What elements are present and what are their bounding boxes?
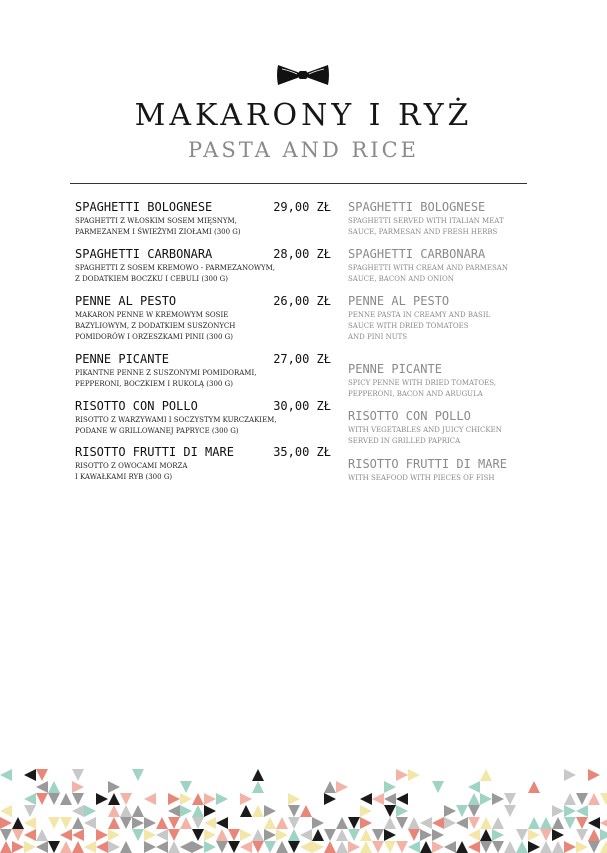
pattern-triangle	[300, 829, 312, 841]
item-description-en: WITH VEGETABLES AND JUICY CHICKEN SERVED IN GRILLED PAPRICA	[348, 426, 502, 445]
item-description-en: SPICY PENNE WITH DRIED TOMATOES, PEPPERONI, BACON AND ARUGULA	[348, 379, 496, 398]
pattern-triangle	[132, 829, 144, 841]
pattern-triangle	[348, 841, 360, 853]
item-description: MAKARON PENNE W KREMOWYM SOSIE BAZYLIOWYM, Z DODATKIEM SUSZONYCH POMIDORÓW I ORZESZKAMI PINII (300 G)	[75, 311, 236, 341]
item-name: RISOTTO CON POLLO	[75, 399, 198, 413]
pattern-triangle	[252, 841, 264, 853]
pattern-triangle	[576, 793, 588, 805]
pattern-triangle	[468, 841, 480, 853]
menu-item-en	[348, 409, 548, 447]
pattern-triangle	[600, 829, 607, 841]
pattern-triangle	[252, 829, 264, 841]
pattern-triangle	[120, 793, 132, 805]
pattern-triangle	[564, 769, 576, 781]
pattern-triangle	[204, 817, 216, 829]
pattern-triangle	[132, 805, 144, 817]
item-price: 30,00 ZŁ	[273, 399, 331, 413]
pattern-triangle	[552, 829, 564, 841]
pattern-triangle	[444, 841, 456, 853]
item-price: 27,00 ZŁ	[273, 352, 331, 366]
item-name-en: SPAGHETTI BOLOGNESE	[348, 200, 486, 214]
pattern-triangle	[0, 817, 12, 829]
pattern-triangle	[108, 829, 120, 841]
pattern-triangle	[240, 829, 252, 841]
pattern-triangle	[336, 781, 348, 793]
pattern-triangle	[108, 841, 120, 853]
pattern-triangle	[168, 829, 180, 841]
pattern-triangle	[12, 817, 24, 829]
pattern-triangle	[456, 805, 468, 817]
pattern-triangle	[0, 829, 12, 841]
item-name-en: RISOTTO CON POLLO	[348, 409, 471, 423]
pattern-triangle	[24, 769, 36, 781]
pattern-triangle	[384, 841, 396, 853]
menu-item-en	[348, 362, 548, 400]
page-title: MAKARONY I RYŻ	[134, 98, 473, 133]
pattern-triangle	[432, 829, 444, 841]
pattern-triangle	[312, 817, 324, 829]
pattern-triangle	[156, 841, 168, 853]
pattern-triangle	[300, 805, 312, 817]
item-name-en: PENNE PICANTE	[348, 362, 442, 376]
pattern-triangle	[216, 817, 228, 829]
pattern-triangle	[528, 841, 540, 853]
item-description: RISOTTO Z OWOCAMI MORZA I KAWAŁKAMI RYB (300 G)	[75, 462, 188, 481]
pattern-triangle	[276, 829, 288, 841]
pattern-triangle	[384, 793, 396, 805]
pattern-triangle	[192, 841, 204, 853]
pattern-triangle	[408, 817, 420, 829]
pattern-triangle	[240, 805, 252, 817]
pattern-triangle	[192, 805, 204, 817]
pattern-triangle	[288, 841, 300, 853]
item-name: PENNE AL PESTO	[75, 294, 177, 308]
pattern-triangle	[492, 793, 504, 805]
pattern-triangle	[468, 781, 480, 793]
pattern-triangle	[36, 829, 48, 841]
pattern-triangle	[252, 769, 264, 781]
item-description-en: PENNE PASTA IN CREAMY AND BASIL SAUCE WITH DRIED TOMATOES AND PINI NUTS	[348, 311, 491, 341]
pattern-triangle	[48, 793, 60, 805]
pattern-triangle	[168, 793, 180, 805]
pattern-triangle	[588, 769, 600, 781]
pattern-triangle	[420, 817, 432, 829]
pattern-triangle	[36, 769, 48, 781]
pattern-triangle	[480, 769, 492, 781]
pattern-triangle	[516, 829, 528, 841]
pattern-triangle	[492, 841, 504, 853]
pattern-triangle	[408, 841, 420, 853]
pattern-triangle	[36, 781, 48, 793]
pattern-triangle	[564, 817, 576, 829]
page-subtitle: PASTA AND RICE	[187, 138, 419, 162]
pattern-triangle	[168, 805, 180, 817]
pattern-triangle	[576, 817, 588, 829]
pattern-triangle	[384, 805, 396, 817]
pattern-triangle	[144, 817, 156, 829]
pattern-triangle	[288, 829, 300, 841]
pattern-triangle	[108, 817, 120, 829]
divider	[70, 183, 527, 184]
pattern-triangle	[204, 805, 216, 817]
pattern-triangle	[132, 769, 144, 781]
pattern-triangle	[180, 817, 192, 829]
pattern-triangle	[108, 793, 120, 805]
pattern-triangle	[456, 841, 468, 853]
pattern-triangle	[468, 805, 480, 817]
pattern-triangle	[528, 781, 540, 793]
pattern-triangle	[360, 817, 372, 829]
pattern-triangle	[576, 829, 588, 841]
pattern-triangle	[84, 841, 96, 853]
pattern-triangle	[432, 817, 444, 829]
pattern-triangle	[192, 793, 204, 805]
pattern-triangle	[420, 841, 432, 853]
pattern-triangle	[228, 829, 240, 841]
pattern-triangle	[240, 841, 252, 853]
pattern-triangle	[156, 817, 168, 829]
pattern-triangle	[540, 841, 552, 853]
pattern-triangle	[600, 817, 607, 829]
pattern-triangle	[24, 817, 36, 829]
pattern-triangle	[60, 817, 72, 829]
pattern-triangle	[120, 841, 132, 853]
item-name: SPAGHETTI CARBONARA	[75, 247, 213, 261]
item-description: SPAGHETTI Z SOSEM KREMOWO - PARMEZANOWYM, Z DODATKIEM BOCZKU I CEBULI (300 G)	[75, 264, 276, 283]
pattern-triangle	[480, 793, 492, 805]
pattern-triangle	[324, 829, 336, 841]
item-description: SPAGHETTI Z WŁOSKIM SOSEM MIĘSNYM, PARMEZANEM I ŚWIEŻYMI ZIOŁAMI (300 G)	[75, 217, 241, 236]
pattern-triangle	[180, 805, 192, 817]
pattern-triangle	[144, 793, 156, 805]
pattern-triangle	[372, 841, 384, 853]
pattern-triangle	[72, 817, 84, 829]
pattern-triangle	[168, 841, 180, 853]
pattern-triangle	[456, 817, 468, 829]
pattern-triangle	[480, 829, 492, 841]
pattern-triangle	[240, 793, 252, 805]
pattern-triangle	[600, 841, 607, 853]
pattern-triangle	[468, 793, 480, 805]
pattern-triangle	[264, 805, 276, 817]
pattern-triangle	[348, 817, 360, 829]
pattern-triangle	[24, 829, 36, 841]
pattern-triangle	[312, 829, 324, 841]
pattern-triangle	[576, 805, 588, 817]
pattern-triangle	[72, 841, 84, 853]
pattern-triangle	[288, 805, 300, 817]
pattern-triangle	[48, 841, 60, 853]
pattern-triangle	[48, 817, 60, 829]
pattern-triangle	[540, 817, 552, 829]
pattern-triangle	[480, 817, 492, 829]
pattern-triangle	[396, 841, 408, 853]
pattern-triangle	[72, 805, 84, 817]
pattern-triangle	[300, 841, 312, 853]
item-price: 29,00 ZŁ	[273, 200, 331, 214]
pattern-triangle	[84, 817, 96, 829]
bow-tie-icon	[276, 62, 330, 88]
pattern-triangle	[372, 793, 384, 805]
pattern-triangle	[144, 841, 156, 853]
pattern-triangle	[288, 817, 300, 829]
pattern-triangle	[228, 841, 240, 853]
pattern-triangle	[312, 841, 324, 853]
pattern-triangle	[588, 829, 600, 841]
pattern-triangle	[72, 769, 84, 781]
item-name-en: SPAGHETTI CARBONARA	[348, 247, 486, 261]
pattern-triangle	[360, 805, 372, 817]
pattern-triangle	[564, 793, 576, 805]
pattern-triangle	[564, 805, 576, 817]
pattern-triangle	[72, 781, 84, 793]
pattern-triangle	[504, 805, 516, 817]
item-description-en: SPAGHETTI WITH CREAM AND PARMESAN SAUCE, BACON AND ONION	[348, 264, 508, 283]
menu-item-en	[348, 457, 548, 484]
pattern-triangle	[324, 793, 336, 805]
pattern-triangle	[0, 805, 12, 817]
pattern-triangle	[168, 817, 180, 829]
pattern-triangle	[12, 841, 24, 853]
pattern-triangle	[108, 805, 120, 817]
pattern-triangle	[60, 793, 72, 805]
pattern-triangle	[276, 841, 288, 853]
pattern-triangle	[384, 829, 396, 841]
pattern-triangle	[72, 829, 84, 841]
pattern-triangle	[552, 841, 564, 853]
pattern-triangle	[24, 805, 36, 817]
pattern-triangle	[504, 841, 516, 853]
pattern-triangle	[444, 817, 456, 829]
pattern-triangle	[396, 817, 408, 829]
pattern-triangle	[528, 817, 540, 829]
pattern-triangle	[204, 829, 216, 841]
geometric-triangle-pattern	[0, 765, 607, 853]
menu-item	[75, 200, 331, 238]
pattern-triangle	[588, 793, 600, 805]
menu-item	[75, 399, 331, 437]
pattern-triangle	[0, 841, 12, 853]
item-price: 35,00 ZŁ	[273, 445, 331, 459]
pattern-triangle	[360, 829, 372, 841]
pattern-triangle	[0, 769, 12, 781]
pattern-triangle	[216, 793, 228, 805]
pattern-triangle	[336, 829, 348, 841]
pattern-triangle	[84, 805, 96, 817]
pattern-triangle	[432, 781, 444, 793]
pattern-triangle	[180, 793, 192, 805]
item-name: PENNE PICANTE	[75, 352, 169, 366]
pattern-triangle	[264, 817, 276, 829]
item-name-en: RISOTTO FRUTTI DI MARE	[348, 457, 507, 471]
pattern-triangle	[36, 793, 48, 805]
item-description: RISOTTO Z WARZYWAMI I SOCZYSTYM KURCZAKIEM, PODANE W GRILLOWANEJ PAPRYCE (300 G)	[75, 416, 277, 435]
pattern-triangle	[252, 805, 264, 817]
pattern-triangle	[120, 805, 132, 817]
pattern-triangle	[204, 841, 216, 853]
item-description-en: WITH SEAFOOD WITH PIECES OF FISH	[348, 474, 495, 482]
pattern-triangle	[360, 793, 372, 805]
pattern-triangle	[96, 793, 108, 805]
pattern-triangle	[24, 841, 36, 853]
item-description-en: SPAGHETTI SERVED WITH ITALIAN MEAT SAUCE, PARMESAN AND FRESH HERBS	[348, 217, 504, 236]
pattern-triangle	[336, 841, 348, 853]
menu-item	[75, 247, 331, 285]
pattern-triangle	[216, 841, 228, 853]
pattern-triangle	[564, 841, 576, 853]
pattern-triangle	[504, 793, 516, 805]
pattern-triangle	[576, 841, 588, 853]
pattern-triangle	[528, 829, 540, 841]
pattern-triangle	[204, 793, 216, 805]
pattern-triangle	[468, 829, 480, 841]
menu-item-en	[348, 200, 548, 238]
pattern-triangle	[24, 793, 36, 805]
pattern-triangle	[288, 793, 300, 805]
pattern-triangle	[60, 829, 72, 841]
pattern-triangle	[96, 829, 108, 841]
item-price: 28,00 ZŁ	[273, 247, 331, 261]
pattern-triangle	[216, 829, 228, 841]
pattern-triangle	[552, 817, 564, 829]
pattern-triangle	[516, 841, 528, 853]
pattern-triangle	[72, 793, 84, 805]
pattern-triangle	[96, 841, 108, 853]
pattern-triangle	[192, 829, 204, 841]
pattern-triangle	[120, 817, 132, 829]
pattern-triangle	[132, 817, 144, 829]
pattern-triangle	[408, 769, 420, 781]
pattern-triangle	[48, 781, 60, 793]
pattern-triangle	[552, 805, 564, 817]
pattern-triangle	[492, 829, 504, 841]
pattern-triangle	[432, 841, 444, 853]
pattern-triangle	[276, 817, 288, 829]
pattern-triangle	[180, 781, 192, 793]
pattern-triangle	[540, 829, 552, 841]
pattern-triangle	[396, 793, 408, 805]
item-name-en: PENNE AL PESTO	[348, 294, 450, 308]
pattern-triangle	[492, 817, 504, 829]
pattern-triangle	[588, 841, 600, 853]
pattern-triangle	[372, 829, 384, 841]
pattern-triangle	[396, 769, 408, 781]
pattern-triangle	[324, 781, 336, 793]
item-name: SPAGHETTI BOLOGNESE	[75, 200, 213, 214]
menu-item-en	[348, 247, 548, 285]
pattern-triangle	[12, 829, 24, 841]
pattern-triangle	[588, 817, 600, 829]
pattern-triangle	[396, 805, 408, 817]
pattern-triangle	[192, 817, 204, 829]
item-name: RISOTTO FRUTTI DI MARE	[75, 445, 234, 459]
pattern-triangle	[264, 841, 276, 853]
pattern-triangle	[360, 841, 372, 853]
pattern-triangle	[408, 829, 420, 841]
pattern-triangle	[108, 781, 120, 793]
pattern-triangle	[480, 841, 492, 853]
pattern-triangle	[384, 781, 396, 793]
item-price: 26,00 ZŁ	[273, 294, 331, 308]
pattern-triangle	[36, 841, 48, 853]
menu-item	[75, 352, 331, 390]
pattern-triangle	[420, 829, 432, 841]
pattern-triangle	[324, 841, 336, 853]
menu-item	[75, 294, 331, 343]
pattern-triangle	[252, 781, 264, 793]
pattern-triangle	[156, 829, 168, 841]
pattern-triangle	[468, 817, 480, 829]
pattern-triangle	[444, 805, 456, 817]
pattern-triangle	[600, 793, 607, 805]
pattern-triangle	[180, 841, 192, 853]
pattern-triangle	[60, 841, 72, 853]
pattern-triangle	[264, 829, 276, 841]
pattern-triangle	[348, 829, 360, 841]
pattern-triangle	[144, 829, 156, 841]
item-description: PIKANTNE PENNE Z SUSZONYMI POMIDORAMI, PEPPERONI, BOCZKIEM I RUKOLĄ (300 G)	[75, 369, 257, 388]
menu-item-en	[348, 294, 548, 343]
menu-item	[75, 445, 331, 483]
pattern-triangle	[336, 817, 348, 829]
pattern-triangle	[384, 817, 396, 829]
